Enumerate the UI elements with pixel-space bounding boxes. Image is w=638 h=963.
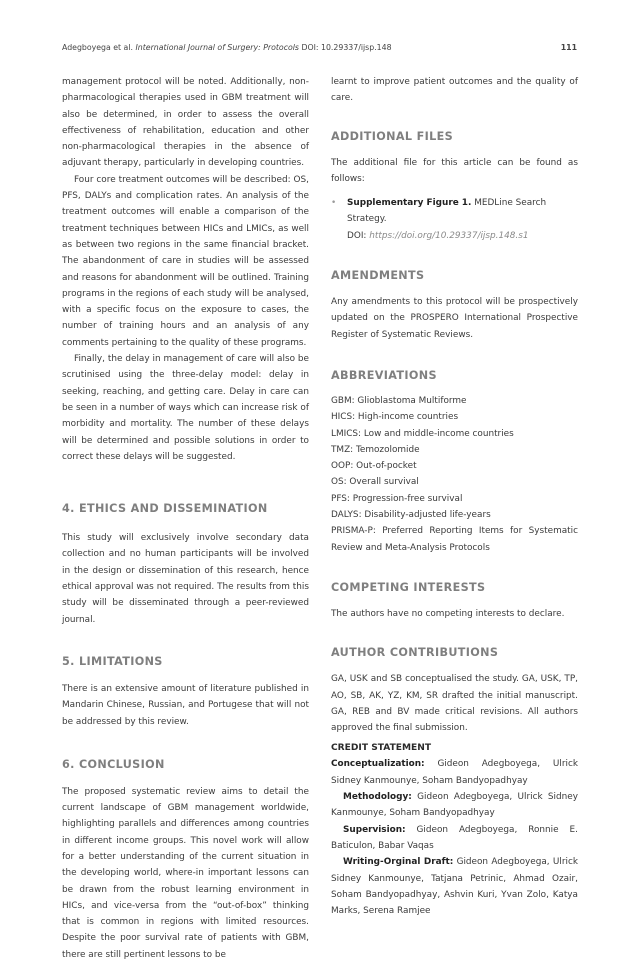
credit-names: Gideon Adegboyega, Ulrick Sidney Kanmounye, Soham Bandyopadhyay xyxy=(331,759,578,786)
bullet-icon: • xyxy=(331,198,337,209)
credit-item-writing-original-draft xyxy=(331,854,578,919)
header-journal: International Journal of Surgery: Protocols xyxy=(135,43,299,52)
credit-role: Methodology: xyxy=(343,792,412,803)
abbreviation-item: TMZ: Temozolomide xyxy=(331,444,420,455)
paragraph-management-protocol: management protocol will be noted. Additionally, non-pharmacological therapies used in GBM treatment will also be determined, in order to assess the overall effectiveness of rehabilitation, education and other non-pharmacological therapies in the absence of adjuvant therapy, particularly in developing countries. xyxy=(62,77,309,169)
paragraph-ethics: This study will exclusively involve secondary data collection and no human participants will be involved in the design or dissemination of this research, hence ethical approval was not required. The results from this study will be disseminated through a peer-reviewed journal. xyxy=(62,533,309,625)
list-item-supplementary xyxy=(331,195,578,244)
paragraph-treatment-outcomes: Four core treatment outcomes will be described: OS, PFS, DALYs and complication rates. An analysis of the treatment outcomes will enable a comparison of the treatment techniques between HICs and LMICs, as well as between two regions in the same financial bracket. The abandonment of care in studies will be assessed and reasons for abandonment will be outlined. Training programs in the regions of each study will be analysed, with a specific focus on the exposure to cases, the number of training hours and an analysis of any comments pertaining to the quality of these programs. xyxy=(62,174,309,348)
abbreviation-item: OOP: Out-of-pocket xyxy=(331,461,417,472)
paragraph-competing-interests: The authors have no competing interests to declare. xyxy=(331,608,565,619)
heading-additional-files: ADDITIONAL FILES xyxy=(331,129,453,143)
running-header-left xyxy=(62,43,392,52)
abbreviation-item: GBM: Glioblastoma Multiforme xyxy=(331,395,467,406)
paragraph-additional-intro: The additional file for this article can be found as follows: xyxy=(331,157,578,184)
running-header xyxy=(62,43,577,57)
credit-role: Supervision: xyxy=(343,824,406,835)
abbreviation-item: PFS: Progression-free survival xyxy=(331,493,463,504)
paragraph-conclusion: The proposed systematic review aims to detail the current landscape of GBM management worldwide, highlighting parallels and differences among countries in different income groups. This novel work will allow for a better understanding of the current situation in the developing world, where-in important lessons can be drawn from the robust learning environment in HICs, and vice-versa from the “out-of-box” thinking that is common in regions with limited resources. Despite the poor survival rate of patients with GBM, there are still pertinent lessons to be xyxy=(62,786,309,960)
abbreviation-item: DALYS: Disability-adjusted life-years xyxy=(331,510,491,521)
header-authors: Adegboyega et al. xyxy=(62,43,133,52)
paragraph-amendments: Any amendments to this protocol will be prospectively updated on the PROSPERO International Prospective Register of Systematic Reviews. xyxy=(331,297,578,340)
credit-role: Writing-Orginal Draft: xyxy=(343,857,454,868)
header-doi: DOI: 10.29337/ijsp.148 xyxy=(301,43,392,52)
credit-item-supervision xyxy=(331,822,578,855)
credit-item-conceptualization xyxy=(331,756,578,789)
heading-amendments: AMENDMENTS xyxy=(331,269,425,283)
credit-names: Gideon Adegboyega, Ulrick Sidney Kanmounye, Tatjana Petrinic, Ahmad Ozair, Soham Bandyopadhyay, Ashvin Kuri, Yvan Zolo, Katya Marks, Serena Ramjee xyxy=(331,857,578,917)
doi-label: DOI: xyxy=(347,230,367,241)
heading-conclusion: 6. CONCLUSION xyxy=(62,757,165,771)
abbreviations-list xyxy=(331,393,578,556)
supplementary-text: MEDLine Search Strategy. xyxy=(347,198,547,225)
page-number: 111 xyxy=(560,43,577,52)
paragraph-limitations: There is an extensive amount of literature published in Mandarin Chinese, Russian, and Portugese that will not be addressed by this review. xyxy=(62,683,309,727)
heading-ethics: 4. ETHICS AND DISSEMINATION xyxy=(62,502,268,516)
abbreviation-item: OS: Overall survival xyxy=(331,477,419,488)
heading-author-contributions: AUTHOR CONTRIBUTIONS xyxy=(331,646,499,660)
paragraph-continued: learnt to improve patient outcomes and the quality of care. xyxy=(331,77,578,104)
heading-credit-statement: CREDIT STATEMENT xyxy=(331,743,432,754)
supplementary-title: Supplementary Figure 1. xyxy=(347,198,472,209)
right-column xyxy=(331,74,578,919)
abbreviation-item: PRISMA-P: Preferred Reporting Items for Systematic Review and Meta-Analysis Protocols xyxy=(331,526,578,553)
credit-item-methodology xyxy=(331,789,578,822)
credit-names: Gideon Adegboyega, Ulrick Sidney Kanmounye, Soham Bandyopadhyay xyxy=(331,792,578,819)
doi-link[interactable]: https://doi.org/10.29337/ijsp.148.s1 xyxy=(369,230,529,241)
paragraph-author-contributions: GA, USK and SB conceptualised the study. GA, USK, TP, AO, SB, AK, YZ, KM, SR drafted the initial manuscript. GA, REB and BV made critical revisions. All authors approved the final submission. xyxy=(331,674,578,734)
heading-abbreviations: ABBREVIATIONS xyxy=(331,368,437,382)
credit-role: Conceptualization: xyxy=(331,759,425,770)
credit-names: Gideon Adegboyega, Ronnie E. Baticulon, Babar Vaqas xyxy=(331,824,578,851)
paragraph-delay-model: Finally, the delay in management of care will also be scrutinised using the three-delay model: delay in seeking, reaching, and getting care. Delay in care can be seen in a number of ways which can increase risk of morbidity and mortality. The number of these delays will be determined and possible solutions in order to correct these delays will be suggested. xyxy=(62,354,309,462)
left-column xyxy=(62,74,309,963)
abbreviation-item: HICS: High-income countries xyxy=(331,412,459,423)
heading-limitations: 5. LIMITATIONS xyxy=(62,654,163,668)
heading-competing-interests: COMPETING INTERESTS xyxy=(331,580,486,594)
abbreviation-item: LMICS: Low and middle-income countries xyxy=(331,428,514,439)
